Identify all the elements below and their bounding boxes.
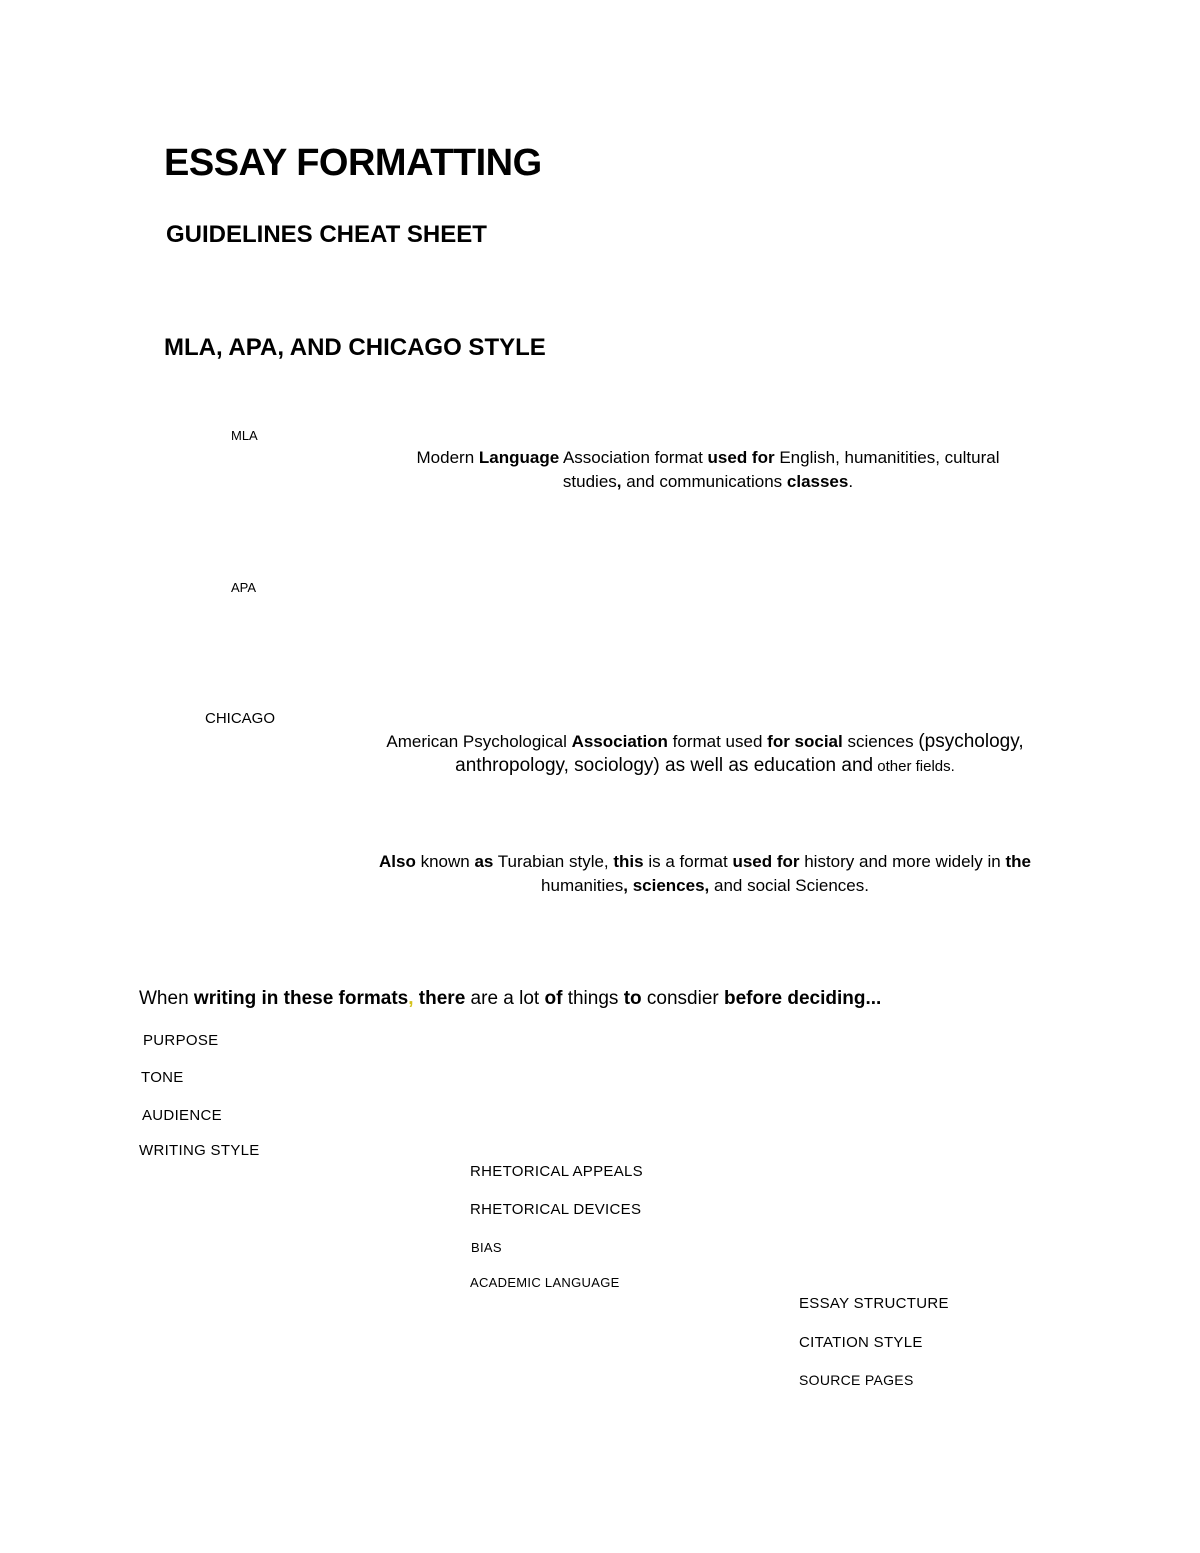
text-run: writing in these formats	[193, 988, 409, 1009]
chicago-description	[370, 850, 1040, 898]
text-run: Modern	[416, 448, 479, 467]
text-run: is a format	[643, 852, 733, 871]
page-subtitle: GUIDELINES CHEAT SHEET	[166, 221, 487, 248]
text-run: classes	[786, 472, 849, 491]
text-run: ,	[616, 472, 622, 491]
text-run: things	[562, 988, 624, 1009]
text-run: history and more widely in	[799, 852, 1006, 871]
text-run: are a lot	[465, 988, 545, 1009]
item-audience: AUDIENCE	[142, 1107, 222, 1124]
text-run: Turabian style,	[493, 852, 614, 871]
text-run: consdier	[641, 988, 724, 1009]
text-run: this	[613, 852, 644, 871]
text-run: and social Sciences.	[709, 876, 869, 895]
considerations-intro	[139, 988, 881, 1010]
item-academic-language: ACADEMIC LANGUAGE	[470, 1275, 620, 1290]
text-run: the	[1005, 852, 1031, 871]
text-run: .	[848, 472, 854, 491]
text-run: sciences	[842, 732, 919, 751]
text-run: Language	[478, 448, 560, 467]
item-source-pages: SOURCE PAGES	[799, 1372, 914, 1388]
text-run: ,	[408, 988, 414, 1009]
item-rhetorical-appeals: RHETORICAL APPEALS	[470, 1163, 643, 1180]
text-run: When	[139, 988, 194, 1009]
style-label-mla: MLA	[231, 428, 258, 443]
page-title: ESSAY FORMATTING	[164, 142, 542, 184]
section-heading: MLA, APA, AND CHICAGO STYLE	[164, 334, 546, 361]
text-run: Association format	[559, 448, 708, 467]
item-rhetorical-devices: RHETORICAL DEVICES	[470, 1201, 642, 1218]
text-run: and communications	[621, 472, 787, 491]
text-run: English, humanitities, cultural studies	[562, 448, 1000, 491]
item-bias: BIAS	[471, 1240, 502, 1255]
text-run: to	[623, 988, 642, 1009]
text-run: humanities	[541, 876, 624, 895]
item-purpose: PURPOSE	[143, 1032, 219, 1049]
text-run: there	[413, 988, 466, 1009]
text-run: for social	[767, 732, 843, 751]
text-run: used for	[707, 448, 775, 467]
text-run: Also	[379, 852, 416, 871]
text-run: , sciences,	[623, 876, 710, 895]
style-label-apa: APA	[231, 580, 257, 595]
text-run: used for	[732, 852, 800, 871]
style-label-chicago: CHICAGO	[205, 710, 276, 727]
text-run: as	[474, 852, 494, 871]
text-run: before deciding...	[724, 988, 882, 1009]
text-run: American Psychological	[386, 732, 572, 751]
text-run: of	[544, 988, 563, 1009]
text-run: Association	[571, 732, 668, 751]
item-citation-style: CITATION STYLE	[799, 1334, 923, 1351]
item-tone: TONE	[141, 1069, 184, 1086]
item-writing-style: WRITING STYLE	[139, 1142, 260, 1159]
apa-description	[370, 730, 1040, 779]
text-run: other fields.	[873, 758, 955, 775]
text-run: known	[415, 852, 475, 871]
text-run: format used	[667, 732, 768, 751]
item-essay-structure: ESSAY STRUCTURE	[799, 1295, 949, 1312]
mla-description	[390, 446, 1026, 494]
text-run: (psychology, anthropology, sociology) as well as education and	[455, 731, 1024, 776]
